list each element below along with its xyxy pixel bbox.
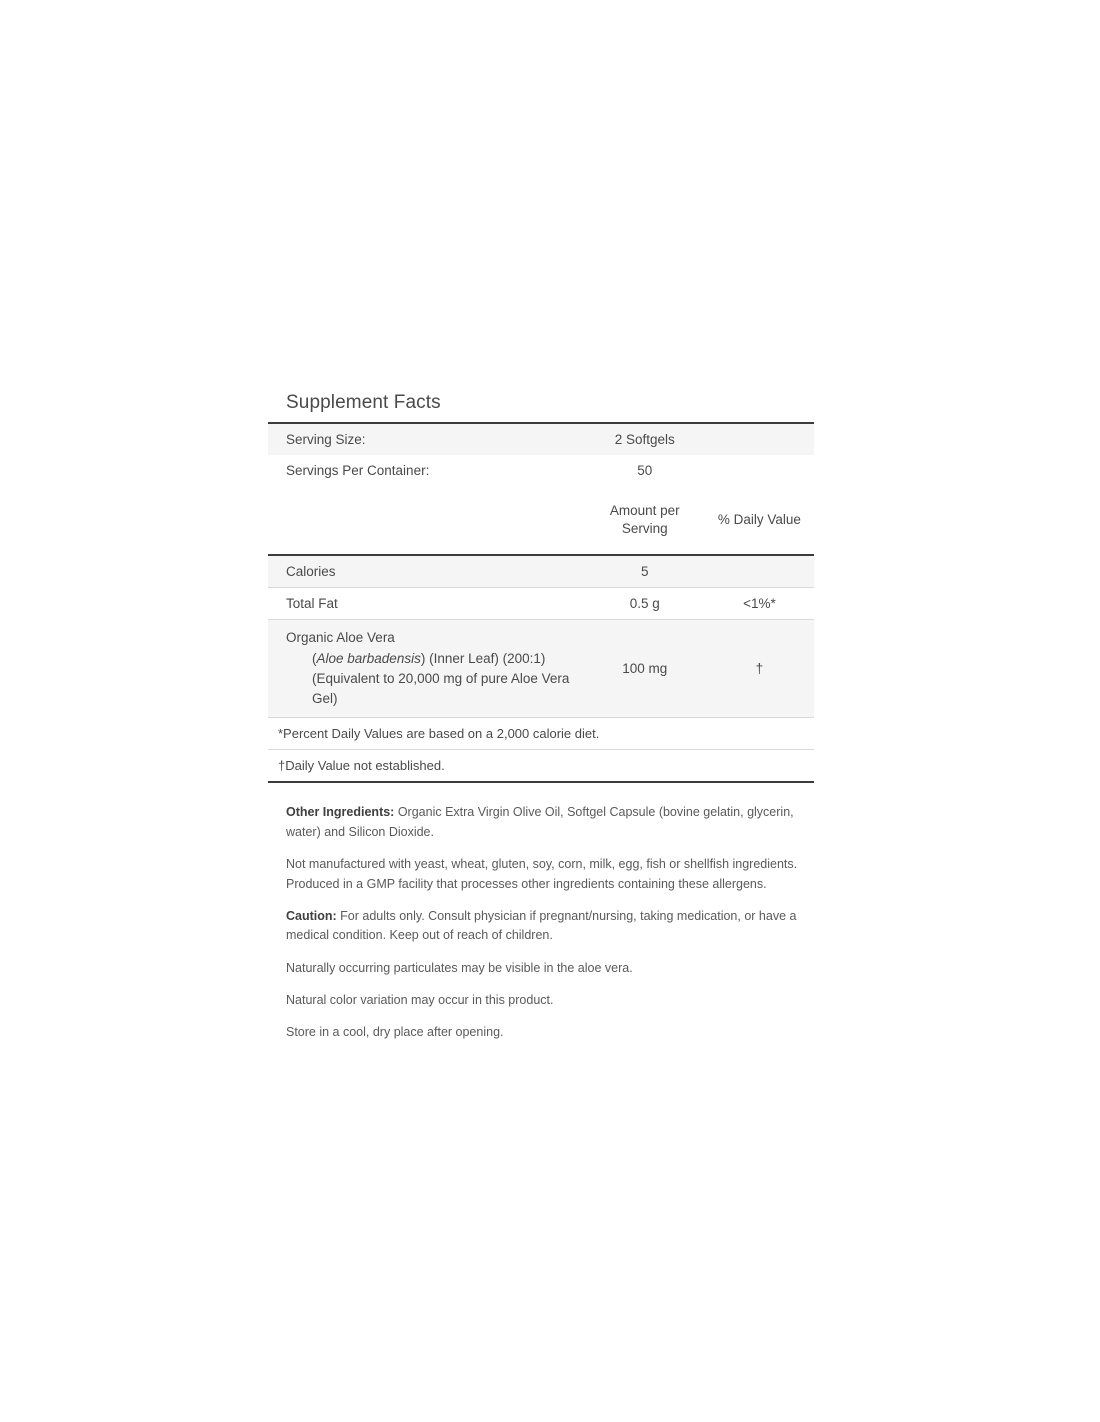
aloe-name: Organic Aloe Vera <box>286 630 395 646</box>
nutrient-amount-aloe-vera: 100 mg <box>585 620 705 718</box>
header-amount-per-serving: Amount per Serving <box>609 503 680 537</box>
note-color-variation: Natural color variation may occur in this product. <box>286 993 554 1008</box>
servings-per-container-label: Servings Per Container: <box>286 463 430 478</box>
serving-size-dv <box>705 423 814 455</box>
aloe-line-1: (Aloe barbadensis) (Inner Leaf) (200:1) <box>312 650 546 666</box>
table-header-row <box>268 486 814 555</box>
supplement-facts-table <box>268 422 814 783</box>
footnote-dv-not-established: †Daily Value not established. <box>268 750 814 783</box>
other-ingredients-paragraph <box>286 803 812 842</box>
nutrient-amount-calories: 5 <box>585 555 705 588</box>
supplement-facts-panel <box>268 392 814 1056</box>
caution-label: Caution: <box>286 908 337 923</box>
nutrient-dv-total-fat: <1%* <box>705 588 814 620</box>
footnote-row-daily-values <box>268 718 814 750</box>
note-storage: Store in a cool, dry place after opening. <box>286 1025 504 1040</box>
caution-paragraph <box>286 907 812 946</box>
header-blank <box>268 486 585 555</box>
other-ingredients-text: Organic Extra Virgin Olive Oil, Softgel Capsule (bovine gelatin, glycerin, water) and Silicon Dioxide. <box>286 805 794 839</box>
header-percent-daily-value: % Daily Value <box>717 512 801 528</box>
nutrient-dv-calories <box>705 555 814 588</box>
aloe-line-2: (Equivalent to 20,000 mg of pure Aloe Vera Gel) <box>312 670 570 707</box>
table-row <box>268 555 814 588</box>
nutrient-name-total-fat: Total Fat <box>268 588 585 620</box>
note-particulates: Naturally occurring particulates may be visible in the aloe vera. <box>286 960 633 975</box>
nutrient-amount-total-fat: 0.5 g <box>585 588 705 620</box>
footnote-row-dv-not-established <box>268 750 814 783</box>
notes-section <box>268 803 814 1042</box>
allergen-statement: Not manufactured with yeast, wheat, gluten, soy, corn, milk, egg, fish or shellfish ingredients. Produced in a GMP facility that processes other ingredients containing these allergens. <box>286 857 798 891</box>
table-row-servings-per-container <box>268 455 814 486</box>
aloe-latin-name: Aloe barbadensis <box>316 650 421 666</box>
other-ingredients-label: Other Ingredients: <box>286 805 395 820</box>
nutrient-name-calories: Calories <box>268 555 585 588</box>
table-row <box>268 588 814 620</box>
servings-per-container-value: 50 <box>637 463 653 478</box>
serving-size-value: 2 Softgels <box>585 423 705 455</box>
nutrient-dv-aloe-vera: † <box>705 620 814 718</box>
aloe-line-1-suffix: ) (Inner Leaf) (200:1) <box>420 650 546 666</box>
table-row-serving-size <box>268 423 814 455</box>
nutrient-name-aloe-vera <box>268 620 585 718</box>
page-title: Supplement Facts <box>286 392 441 413</box>
footnote-percent-daily-values: *Percent Daily Values are based on a 2,000 calorie diet. <box>268 718 814 750</box>
table-row <box>268 620 814 718</box>
serving-size-label: Serving Size: <box>268 423 585 455</box>
servings-per-container-dv <box>705 455 814 486</box>
caution-text: For adults only. Consult physician if pregnant/nursing, taking medication, or have a medical condition. Keep out of reach of children. <box>286 908 797 943</box>
